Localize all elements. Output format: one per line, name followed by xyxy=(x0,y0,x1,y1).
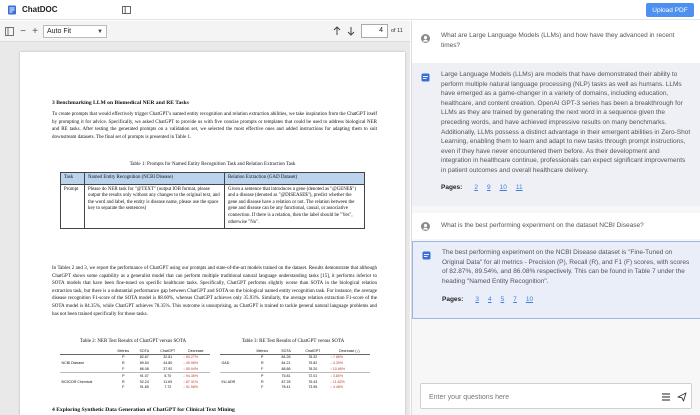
sidebar-toggle-icon[interactable] xyxy=(122,6,131,14)
message-text: Large Language Models (LLMs) are models that have demonstrated their ability to perform multiple natural language processing (NLP) tasks as well as humans. LLMs have emerged as a game-changer in a variety of domains, including education, healthcare, and content creation. OpenAI GPT-3 series has been a breakthrough for LLMs as they are trained by generating the next word in a sequence given the preceding words, and have achieved impressive results on many benchmarks. Additionally, LLMs possess a distinct advantage in their emergent abilities in Zero-Shot Learning, enabling them to learn and adapt to new tasks through prompt instructions, even if they have never encountered them before. As their development and integration in healthcare continue, professionals can expect significant improvements in patient outcomes and overall healthcare delivery. xyxy=(441,71,691,174)
table-cell: R xyxy=(260,379,264,384)
table-cell: F xyxy=(261,385,264,390)
table-cell: ↓ 49.96% xyxy=(183,361,199,366)
table-row xyxy=(220,385,370,391)
page-link[interactable]: 2 xyxy=(474,184,478,191)
results-paragraph: In Tables 2 and 3, we report the performance of ChatGPT using our prompts and state-of-the-art models trained on the dataset. Results demonstrate that although ChatGPT shows some capability as a generalist model that can perform multiple traditional natural language understanding tasks [15], it performs inferior to SOTA models that have been fine-tuned on specific healthcare tasks. Specifically, ChatGPT performs slightly worse than SOTA in the biological relation extraction task, but there is a substantial performance gap between ChatGPT and SOTA on the biological named entity recognition task. For instance, the average disease recognition F1-score of the SOTA model is 88.60%, whereas ChatGPT achieves only 35.93%. Similarly, the average relation extraction F1-score of the SOTA model is 84.35%, while ChatGPT achieves 78.35%. This outcome is unsurprising, as ChatGPT is trained to tackle general natural language problems and has not been trained specifically for those tasks. xyxy=(52,266,377,317)
table-cell: ↓ 60.27% xyxy=(182,354,210,360)
table-cell: R xyxy=(260,361,264,366)
pdf-page xyxy=(20,52,405,415)
pages-label: Pages: xyxy=(441,184,463,191)
dataset-name: NCBI Disease xyxy=(61,361,85,366)
chat-message-user xyxy=(412,21,700,63)
user-avatar-icon xyxy=(421,34,430,43)
table-cell: 11.69 xyxy=(163,379,173,384)
re-results-table xyxy=(220,348,370,390)
table-cell: 79.82 xyxy=(308,361,318,366)
re-prompt-cell: Given a sentence that introduces a gene (denoted as "@GENE$") and a disease (denoted as "@DISEASE$"), predict whether the gene and disease have a relation or not. The relation between the gene and disease can be any functional, causal, or associative connection. If there is a relation, then the label should be "Yes", otherwise "No". xyxy=(225,184,365,229)
table-header: SOTA xyxy=(275,348,297,354)
table-header: Metrics xyxy=(112,348,135,354)
table-cell: 92.24 xyxy=(139,379,149,384)
chevron-down-icon: ▼ xyxy=(97,29,103,35)
table-header: Decrease xyxy=(182,348,210,354)
upload-pdf-button[interactable]: Upload PDF xyxy=(646,3,694,17)
message-text: The best performing experiment on the NCBI Disease dataset is "Fine-Tuned on Original Data" for all metrics - Precision (P), Recall (R), and F1 (F) scores, with scores of 82.87%, 89.54%, and 86.08% respectively. This can be found in Table 7 under the heading "Named Entity Recognition". xyxy=(442,249,690,285)
zoom-select[interactable] xyxy=(43,25,107,38)
page-references xyxy=(441,184,532,191)
table-cell: 76.32 xyxy=(297,354,329,360)
table-cell: 72.01 xyxy=(297,373,329,379)
table-header: ChatGPT xyxy=(297,348,329,354)
app-title: ChatDOC xyxy=(22,5,58,14)
pdf-toolbar xyxy=(0,21,410,42)
table-cell: ↓ 91.58% xyxy=(183,385,199,390)
table-cell: 7.72 xyxy=(164,385,172,390)
thumbnails-icon[interactable] xyxy=(4,26,14,36)
table-cell: 82.67 xyxy=(135,354,154,360)
table-header: SOTA xyxy=(135,348,154,354)
page-link[interactable]: 5 xyxy=(500,296,505,303)
page-total: of 11 xyxy=(391,28,403,34)
chat-message-assistant xyxy=(412,63,700,206)
zoom-in-icon[interactable]: + xyxy=(32,25,38,37)
bot-avatar-icon xyxy=(421,73,430,82)
table-header: Named Entity Recognition (NCBI Disease) xyxy=(85,173,225,185)
table-cell: ↓ 94.36% xyxy=(182,373,210,379)
chat-message-assistant xyxy=(412,241,700,319)
send-icon[interactable] xyxy=(677,392,687,402)
page-link[interactable]: 9 xyxy=(486,184,491,191)
dataset-name: BC5CDR Chemical xyxy=(61,379,93,384)
table-cell: F xyxy=(122,385,125,390)
table-cell: 87.25 xyxy=(281,379,291,384)
question-input[interactable] xyxy=(429,390,629,404)
menu-icon[interactable] xyxy=(661,392,671,402)
table-cell: 86.08 xyxy=(139,366,149,371)
table-cell: P xyxy=(112,373,135,379)
table-cell: 78.20 xyxy=(308,366,318,371)
table-cell: 89.54 xyxy=(139,361,149,366)
page-link[interactable]: 10 xyxy=(499,184,507,191)
table-cell: ↓ 4.39% xyxy=(330,361,344,366)
chat-message-user xyxy=(412,213,700,239)
table-cell: 75.43 xyxy=(308,379,318,384)
dataset-name: EU-ADR xyxy=(221,379,236,384)
table-header: Task xyxy=(61,173,85,185)
table-cell: R xyxy=(122,379,125,384)
table-cell: 91.65 xyxy=(139,385,149,390)
table-cell: P xyxy=(249,354,275,360)
table-cell: F xyxy=(261,366,264,371)
table-cell: ↓ 7.86% xyxy=(329,354,370,360)
table-cell: 44.80 xyxy=(163,361,173,366)
table-cell: ↓ 87.31% xyxy=(183,379,199,384)
previous-page-icon[interactable] xyxy=(332,26,342,36)
message-text: What is the best performing experiment on the dataset NCBI Disease? xyxy=(441,222,644,229)
ner-prompt-cell: Please do NER task for "@TEXT" (output IOB format, please output the results only without any changes to the original text, and the word and label, the entity is disease name, please use the space key to separate the sentences) xyxy=(85,184,225,229)
table-cell: 5.70 xyxy=(154,373,182,379)
table-2-caption: Table 2: NER Test Results of ChatGPT versus SOTA xyxy=(79,339,187,344)
table-cell: F xyxy=(122,366,125,371)
page-link[interactable]: 3 xyxy=(475,296,479,303)
pdf-viewport[interactable] xyxy=(0,42,410,415)
table-header: Metrics xyxy=(249,348,275,354)
table-cell: P xyxy=(112,354,135,360)
chat-panel xyxy=(411,21,700,415)
page-link[interactable]: 4 xyxy=(487,296,492,303)
table-3-caption: Table 3: RE Test Results of ChatGPT versus SOTA xyxy=(241,339,345,344)
table-cell: ↓ 10.66% xyxy=(330,366,346,371)
table-cell: 37.92 xyxy=(163,366,173,371)
page-number-input[interactable]: 4 xyxy=(361,24,388,38)
table-cell: R xyxy=(122,361,125,366)
dataset-name: GAD xyxy=(221,361,230,366)
top-bar xyxy=(0,0,700,20)
table-header: Relation Extraction (GAD Dataset) xyxy=(225,173,365,185)
table-cell: 32.81 xyxy=(154,354,182,360)
table-cell: ↓ 55.94% xyxy=(183,366,199,371)
table-row-label: Prompt xyxy=(61,184,85,229)
question-input-box xyxy=(420,383,692,409)
table-cell: P xyxy=(249,373,275,379)
page-link[interactable]: 11 xyxy=(515,184,523,191)
table-header: ChatGPT xyxy=(154,348,182,354)
table-1-caption: Table 1: Prompts for Named Entity Recognition Task and Relation Extraction Task xyxy=(129,162,296,167)
user-avatar-icon xyxy=(421,222,430,231)
table-cell: ↓ 11.82% xyxy=(330,379,345,384)
table-cell: 88.86 xyxy=(281,366,291,371)
section-3-paragraph: To create prompts that would effectively trigger ChatGPT's named entity recognition and relation extraction abilities, we take inspiration from the ChatGPT itself by prompting it for advice. Specifically, we asked ChatGPT to provide us with five concise prompts or templates that could be used to address biological NER and RE tasks. After testing the generated prompts on a validation set, we selected the most effective ones and added instructions for adapting them to suit downstream datasets. The final set of prompts is presented in Table 1. xyxy=(52,112,377,140)
next-page-icon[interactable] xyxy=(346,26,356,36)
page-link[interactable]: 7 xyxy=(513,296,517,303)
table-cell: ↓ 3.80% xyxy=(329,373,370,379)
section-3-heading: 3 Benchmarking LLM on Biomedical NER and RE Tasks xyxy=(52,100,189,106)
table-cell: 75.81 xyxy=(275,373,297,379)
bot-avatar-icon xyxy=(422,251,431,260)
section-4-heading: 4 Exploring Synthetic Data Generation of ChatGPT for Clinical Text Mining xyxy=(52,407,235,413)
prompts-table xyxy=(60,172,365,229)
page-link[interactable]: 10 xyxy=(525,296,534,303)
table-cell: 73.95 xyxy=(308,385,318,390)
pages-label: Pages: xyxy=(442,296,464,303)
dataset-name xyxy=(220,385,249,391)
table-cell: 78.41 xyxy=(281,385,291,390)
table-cell: ↓ 4.46% xyxy=(330,385,344,390)
dataset-name xyxy=(60,385,112,391)
table-cell: 91.07 xyxy=(135,373,154,379)
page-references xyxy=(442,296,542,303)
zoom-out-icon[interactable]: − xyxy=(20,25,26,37)
table-cell: 84.28 xyxy=(275,354,297,360)
ner-results-table xyxy=(60,348,210,390)
table-header: Decrease (↓) xyxy=(329,348,370,354)
chatdoc-logo-icon xyxy=(7,5,17,15)
table-row xyxy=(60,385,210,391)
message-text: What are Large Language Models (LLMs) and how have they advanced in recent times? xyxy=(441,32,675,49)
zoom-value: Auto Fit xyxy=(47,28,72,35)
table-cell: 84.21 xyxy=(281,361,291,366)
